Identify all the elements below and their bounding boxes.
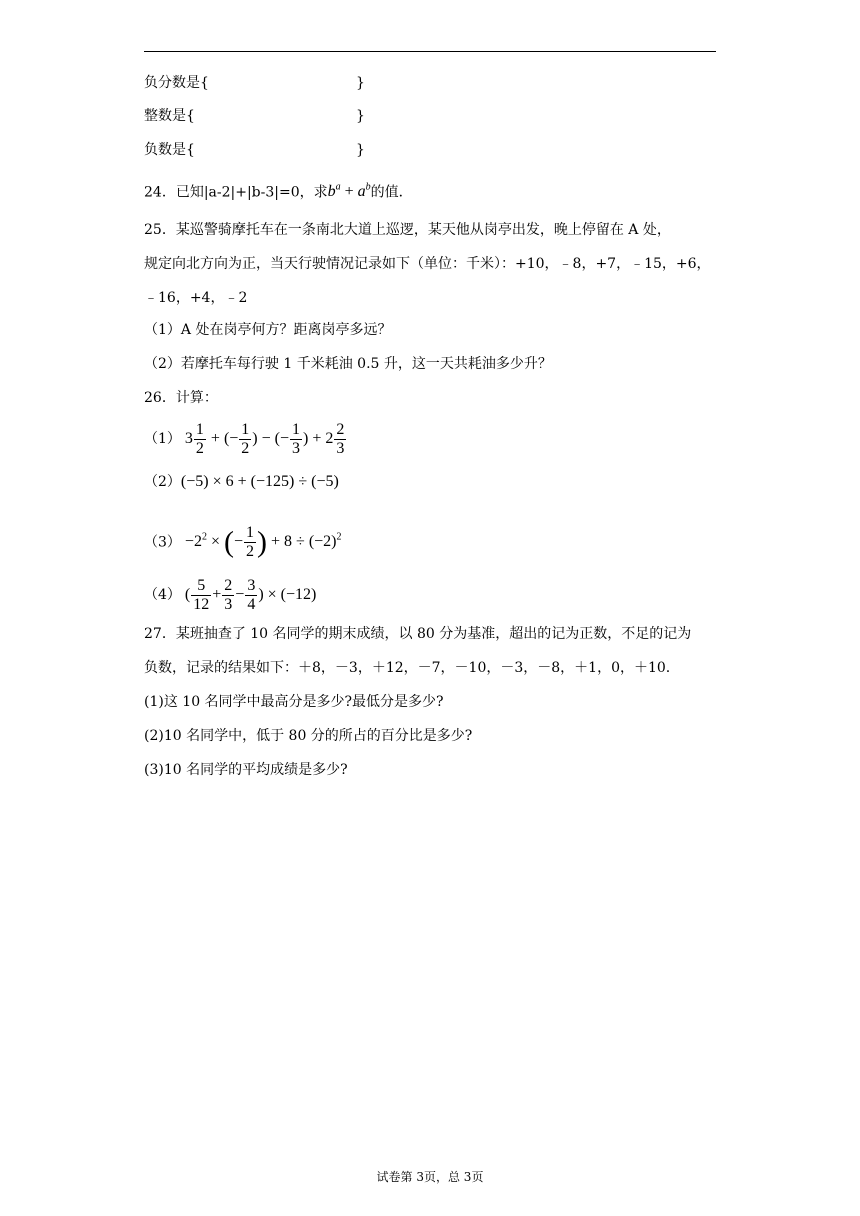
operator: − [235, 586, 245, 603]
fraction: $\frac{2}{3}$ [224, 576, 233, 613]
expression: (−5) × 6 + (−125) ÷ (−5) [180, 473, 339, 490]
part-label: （2） [144, 474, 181, 490]
set-label: 整数是{ [144, 108, 195, 124]
q26-part-1 [144, 420, 347, 458]
q27-line-2: 负数，记录的结果如下：＋8，－3，＋12，－7，－10，－3，－8，＋1，0，＋10. [144, 660, 671, 676]
q27-sub-3: (3)10 名同学的平均成绩是多少? [144, 762, 348, 778]
q27-sub-2: (2)10 名同学中，低于 80 分的所占的百分比是多少? [144, 728, 473, 744]
set-label: 负分数是{ [144, 75, 209, 91]
part-label: （3） [144, 534, 181, 551]
q25-sub-2: （2）若摩托车每行驶 1 千米耗油 0.5 升，这一天共耗油多少升？ [144, 356, 552, 372]
whole-number: 3 [184, 430, 193, 447]
q25-line-2: 规定向北方向为正，当天行驶情况记录如下（单位：千米）：+10，﹣8，+7，﹣15，+6， [144, 256, 711, 272]
q26-part-3 [144, 518, 342, 562]
page-footer: 试卷第 3页，总 3页 [376, 1170, 484, 1184]
q25-line-3: ﹣16，+4，﹣2 [144, 290, 248, 306]
question-24 [144, 178, 413, 202]
right-paren: ) [257, 525, 268, 559]
exponent: 2 [336, 532, 342, 543]
set-line-negative-fractions [144, 73, 209, 93]
part-label: （1） [144, 431, 181, 447]
q24-exp1: a [335, 182, 341, 193]
q24-plus: + [340, 183, 358, 201]
operator: × [206, 533, 224, 551]
operator: + (− [206, 430, 239, 447]
left-paren: ( [184, 586, 191, 603]
q24-base2: a [357, 183, 366, 201]
q27-line-1: 27．某班抽查了 10 名同学的期末成绩，以 80 分为基准，超出的记为正数，不足的记为 [144, 626, 692, 642]
operator: ) + 2 [303, 430, 334, 447]
fraction: $\frac{1}{3}$ [292, 420, 300, 457]
set-close-brace: } [356, 75, 365, 91]
set-label: 负数是{ [144, 142, 195, 158]
fraction: $\frac{2}{3}$ [336, 420, 345, 457]
fraction: $\frac{5}{12}$ [193, 576, 210, 613]
set-line-integers [144, 106, 195, 126]
set-close-brace: } [356, 142, 365, 158]
q24-prefix: 24．已知|a-2|+|b-3|=0，求 [144, 184, 328, 201]
q27-sub-1: (1)这 10 名同学中最高分是多少?最低分是多少? [144, 694, 444, 710]
q24-base1: b [327, 183, 336, 201]
minus-sign: − [233, 533, 244, 551]
q24-suffix: 的值． [370, 184, 413, 201]
left-paren: ( [223, 525, 234, 559]
q25-line-1: 25．某巡警骑摩托车在一条南北大道上巡逻，某天他从岗亭出发，晚上停留在 A 处， [144, 222, 671, 238]
set-line-negatives [144, 140, 195, 160]
operator: + [212, 586, 222, 603]
fraction: $\frac{1}{2}$ [241, 420, 250, 457]
set-close-brace: } [356, 108, 365, 124]
expression-rest: ) × (−12) [258, 586, 317, 603]
q25-sub-1: （1）A 处在岗亭何方？距离岗亭多远？ [144, 322, 392, 338]
base: −2 [184, 533, 202, 551]
q26-title: 26．计算： [144, 390, 218, 406]
q26-part-2 [144, 472, 339, 492]
fraction: $\frac{1}{2}$ [195, 420, 204, 457]
q24-exp2: b [365, 182, 371, 193]
operator: ) − (− [252, 430, 289, 447]
fraction: $\frac{3}{4}$ [247, 576, 256, 613]
exponent: 2 [201, 532, 207, 543]
expression-rest: + 8 ÷ (−2) [267, 533, 337, 551]
header-rule [144, 51, 716, 52]
q26-part-4 [144, 576, 316, 614]
part-label: （4） [144, 587, 181, 603]
fraction: $\frac{1}{2}$ [246, 524, 255, 561]
